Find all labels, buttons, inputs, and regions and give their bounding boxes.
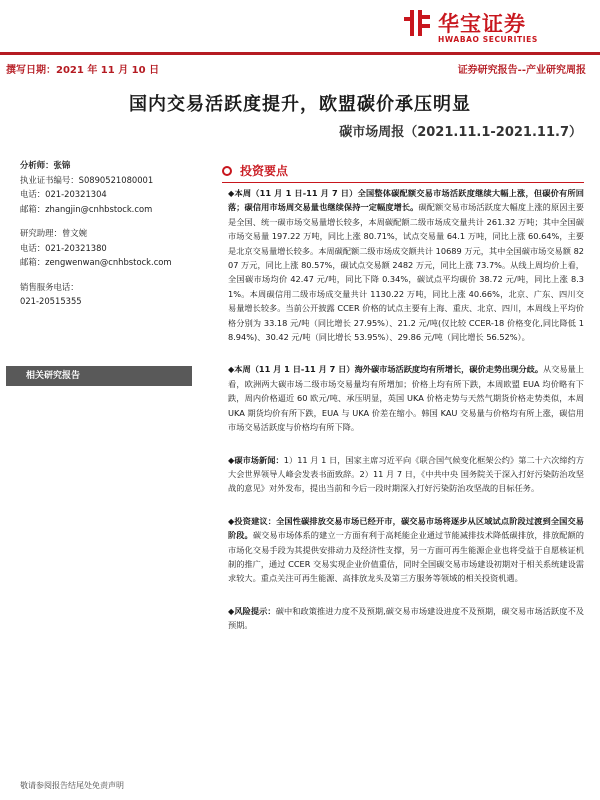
paragraph-news-body: 1）11 月 1 日，国家主席习近平向《联合国气候变化框架公约》第二十六次缔约方大会世界领导人峰会发表书面致辞。2）11 月 7 日，《中共中央 国务院关于深入打好污染防治攻坚战的意见》对外发布，提出当前和今后一段时期深入打好污染防治攻坚战的目标任务。 — [228, 454, 585, 494]
analyst-info — [20, 158, 200, 309]
report-title: 国内交易活跃度提升，欧盟碳价承压明显 — [129, 94, 471, 115]
assistant-phone: 电话：021-20321380 — [20, 242, 107, 253]
analyst-phone: 电话：021-20321304 — [20, 189, 107, 199]
paragraph-news — [228, 453, 584, 496]
assistant-name: 研究助理：曾文婉 — [20, 228, 87, 238]
paragraph-domestic-body: 碳配额交易市场活跃度大幅度上涨的原因主要是全国、统一碳市场交易量增长较多，本周碳配额二级市场成交量共计 261.32 万吨；其中全国碳市场交易量 197.22 万吨，同比上涨 80.71%，试点交易量 64.1 万吨，同比上涨 60.64%，主要是北京交易量增长较多。本周碳配额二级市场成交额共计 10689 万元，其中全国碳市场交易额 8207 万元，同比上涨 80.57%，碳试点交易额 2482 万元，同比上涨 73.7%。从线上周均价上看，全国碳市场均价 42.47 元/吨，同比下降 0.34%，碳试点平均碳价 38.72 元/吨，同比上涨 8.31%。本周碳信用二级市场成交量共计 1130.22 万吨，同比上涨 40.66%，北京、广东、四川交易量增长较多。当前公开披露 CCER 价格的试点主要有上海、重庆、北京、四川，本周线上平均价格分别为 33.18 元/吨（同比增长 27.95%）、21.2 元/吨(仅比较 CCER-18 价格变化,同比降低 18.94%)、30.42 元/吨（同比增长 53.95%）、29.86 元/吨（同比增长 56.52%）。 — [228, 202, 584, 343]
report-category: 证券研究报告--产业研究周报 — [457, 65, 586, 76]
paragraph-advice-body: 碳交易市场体系的建立一方面有利于高耗能企业通过节能减排技术降低碳排放，排放配额的市场化交易手段为其提供安排动力及经济性支撑，另一方面可再生能源企业也将受益于自愿核证机制的推广，通过 CCER 交易实现企业价值重估，同时全国碳交易市场建设初期对于相关系统建设需求较大。重点关注可再生能源、高排放龙头及第三方服务等领域的相关投资机遇。 — [228, 530, 584, 584]
paragraph-news-head: ◆碳市场新闻： — [228, 454, 284, 465]
paragraph-overseas-head: ◆本周（11 月 1 日-11 月 7 日）海外碳市场活跃度均有所增长，碳价走势出现分歧。 — [228, 364, 544, 375]
sales-label: 销售服务电话： — [20, 281, 79, 292]
brand-name-en: HWABAO SECURITIES — [438, 35, 538, 44]
paragraph-overseas-body: 从交易量上看，欧洲两大碳市场二级市场交易量均有所增加；价格上均有所下跌，本周欧盟 EUA 均价略有下跌，周内价格逼近 60 欧元/吨、承压明显，英国 UKA 价格走势与天然气期货价格走势类似，本周 UKA 期货均价有所下跌，EUA 与 UKA 价差在缩小。韩国 KAU 交易量与价格均有所上涨，碳信用市场交易活跃度与价格均有所下降。 — [228, 364, 584, 433]
paragraph-advice-head: ◆投资建议：全国性碳排放交易市场已经开市，碳交易市场将逐步从区域试点阶段过渡到全国交易阶段。 — [228, 515, 584, 541]
assistant-email[interactable]: 邮箱：zengwenwan@cnhbstock.com — [20, 257, 172, 267]
analyst-name: 分析师：张锦 — [20, 160, 71, 170]
section-underline — [222, 182, 584, 183]
paragraph-domestic — [228, 186, 584, 344]
brand-name-cn: 华宝证券 — [438, 12, 526, 36]
related-reports-header: 相关研究报告 — [6, 366, 192, 386]
paragraph-risk — [228, 604, 584, 633]
header-divider — [0, 52, 600, 55]
analyst-license: 执业证书编号：S0890521080001 — [20, 174, 154, 185]
paragraph-risk-body: 碳中和政策推进力度不及预期,碳交易市场建设进度不及预期，碳交易市场活跃度不及预期。 — [228, 605, 584, 631]
footer-disclaimer: 敬请参阅报告结尾处免责声明 — [20, 781, 124, 790]
paragraph-overseas — [228, 362, 584, 434]
paragraph-risk-head: ◆风险提示： — [228, 605, 276, 616]
paragraph-advice — [228, 514, 584, 586]
report-date: 撰写日期：2021 年 11 月 10 日 — [6, 65, 160, 76]
analyst-email[interactable]: 邮箱：zhangjin@cnhbstock.com — [20, 203, 153, 214]
report-subtitle: 碳市场周报（2021.11.1-2021.11.7） — [339, 125, 582, 140]
sales-phone: 021-20515355 — [20, 296, 82, 306]
bullet-circle-icon — [222, 166, 232, 176]
main-content — [228, 186, 584, 633]
section-title: 投资要点 — [240, 164, 289, 178]
section-header — [222, 162, 582, 182]
brand-logo — [404, 6, 594, 46]
paragraph-domestic-head: ◆本周（11 月 1 日-11 月 7 日）全国整体碳配额交易市场活跃度继续大幅上涨，但碳价有所回落；碳信用市场周交易量也继续保持一定幅度增长。 — [228, 188, 584, 213]
hwabao-logo-icon — [404, 8, 430, 38]
